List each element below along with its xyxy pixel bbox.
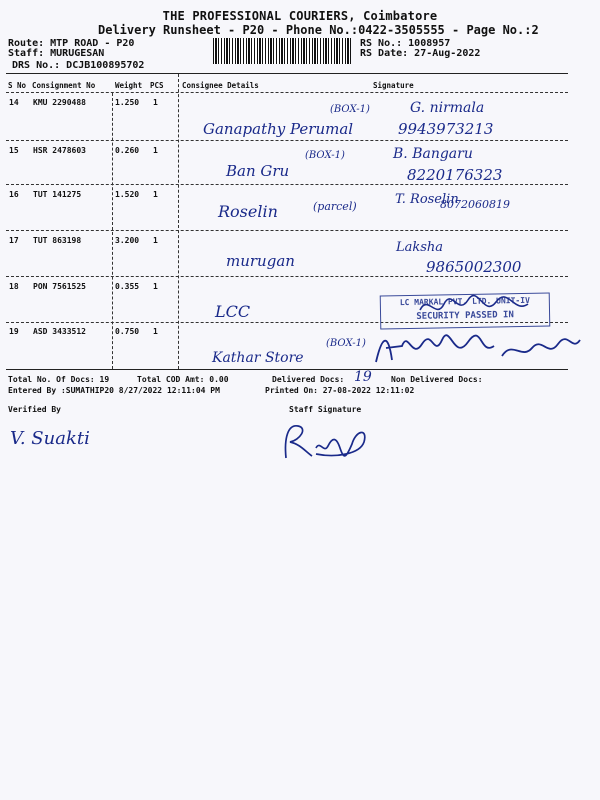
total-docs: Total No. Of Docs: 19: [8, 375, 110, 384]
row-sno: 16: [9, 190, 19, 199]
col-header-consignee: Consignee Details: [182, 81, 259, 90]
row-divider: [6, 276, 568, 277]
verified-by-label: Verified By: [8, 405, 61, 414]
row-sno: 14: [9, 98, 19, 107]
rs-number: RS No.: 1008957: [360, 38, 451, 49]
handwritten-signature: [418, 290, 568, 324]
row-pcs: 1: [153, 236, 158, 245]
stamp-line-1: LC MARKAL PVT. LTD. UNIT-IV: [399, 295, 530, 308]
row-sno: 18: [9, 282, 19, 291]
consignee-handwritten: murugan: [226, 252, 295, 270]
col-header-signature: Signature: [373, 81, 414, 90]
delivered-docs-label: Delivered Docs:: [272, 375, 345, 384]
row-sno: 19: [9, 327, 19, 336]
staff: Staff: MURUGESAN: [8, 48, 105, 59]
row-divider: [6, 230, 568, 231]
staff-signature: [276, 418, 376, 464]
table-top-rule: [6, 73, 568, 74]
col-header-weight: Weight: [115, 81, 143, 90]
page-subtitle: Delivery Runsheet - P20 - Phone No.:0422-3505555 - Page No.:2: [98, 23, 539, 37]
row-divider: [6, 184, 568, 185]
row-pcs: 1: [153, 98, 158, 107]
stamp-line-2: SECURITY PASSED IN: [416, 310, 514, 322]
row-pcs: 1: [153, 282, 158, 291]
signature-name: G. nirmala: [410, 100, 485, 116]
signature-name: T. Roselin: [395, 192, 459, 207]
drs-number: DRS No.: DCJB100895702: [12, 60, 145, 71]
row-consignment: HSR 2478603: [33, 146, 86, 155]
total-cod: Total COD Amt: 0.00: [137, 375, 229, 384]
consignee-note: (BOX-1): [326, 338, 366, 349]
consignee-note: (parcel): [313, 200, 357, 213]
row-weight: 3.200: [115, 236, 140, 245]
row-consignment: ASD 3433512: [33, 327, 86, 336]
consignee-handwritten: Kathar Store: [212, 350, 304, 366]
col-header-consignment: Consignment No: [32, 81, 96, 90]
header-rule: [6, 92, 568, 93]
row-sno: 17: [9, 236, 19, 245]
consignee-handwritten: Roselin: [218, 202, 278, 221]
consignee-handwritten: LCC: [215, 302, 251, 321]
row-consignment: TUT 863198: [33, 236, 82, 245]
verified-signature: V. Suakti: [10, 428, 90, 449]
row-consignment: TUT 141275: [33, 190, 82, 199]
signature-phone: 8072060819: [440, 198, 510, 211]
row-pcs: 1: [153, 327, 158, 336]
signature-phone: 9943973213: [398, 120, 494, 138]
row-consignment: PON 7561525: [33, 282, 86, 291]
row-weight: 0.750: [115, 327, 140, 336]
barcode: [213, 38, 351, 64]
signature-name: Laksha: [396, 240, 444, 255]
row-divider: [6, 140, 568, 141]
row-sno: 15: [9, 146, 19, 155]
delivered-docs-value: 19: [354, 369, 372, 385]
col-header-pcs: PCS: [150, 81, 164, 90]
handwritten-signature: [372, 326, 584, 370]
non-delivered-docs: Non Delivered Docs:: [391, 375, 483, 384]
staff-signature-label: Staff Signature: [289, 405, 362, 414]
route: Route: MTP ROAD - P20: [8, 38, 135, 49]
signature-phone: 8220176323: [407, 166, 503, 184]
consignee-note: (BOX-1): [305, 150, 345, 161]
col-header-sno: S No: [8, 81, 27, 90]
row-weight: 0.355: [115, 282, 140, 291]
signature-name: B. Bangaru: [393, 146, 473, 162]
column-divider: [178, 74, 179, 369]
entered-by: Entered By :SUMATHIP20 8/27/2022 12:11:04 PM: [8, 386, 220, 395]
consignee-note: (BOX-1): [330, 104, 370, 115]
row-pcs: 1: [153, 190, 158, 199]
row-weight: 0.260: [115, 146, 140, 155]
row-consignment: KMU 2290488: [33, 98, 86, 107]
row-weight: 1.520: [115, 190, 140, 199]
row-pcs: 1: [153, 146, 158, 155]
consignee-handwritten: Ganapathy Perumal: [203, 120, 354, 138]
consignee-handwritten: Ban Gru: [226, 162, 290, 180]
column-divider: [112, 93, 113, 369]
rs-date: RS Date: 27-Aug-2022: [360, 48, 481, 59]
signature-phone: 9865002300: [426, 258, 522, 276]
row-weight: 1.250: [115, 98, 140, 107]
page-title: THE PROFESSIONAL COURIERS, Coimbatore: [162, 9, 438, 23]
printed-on: Printed On: 27-08-2022 12:11:02: [265, 386, 415, 395]
